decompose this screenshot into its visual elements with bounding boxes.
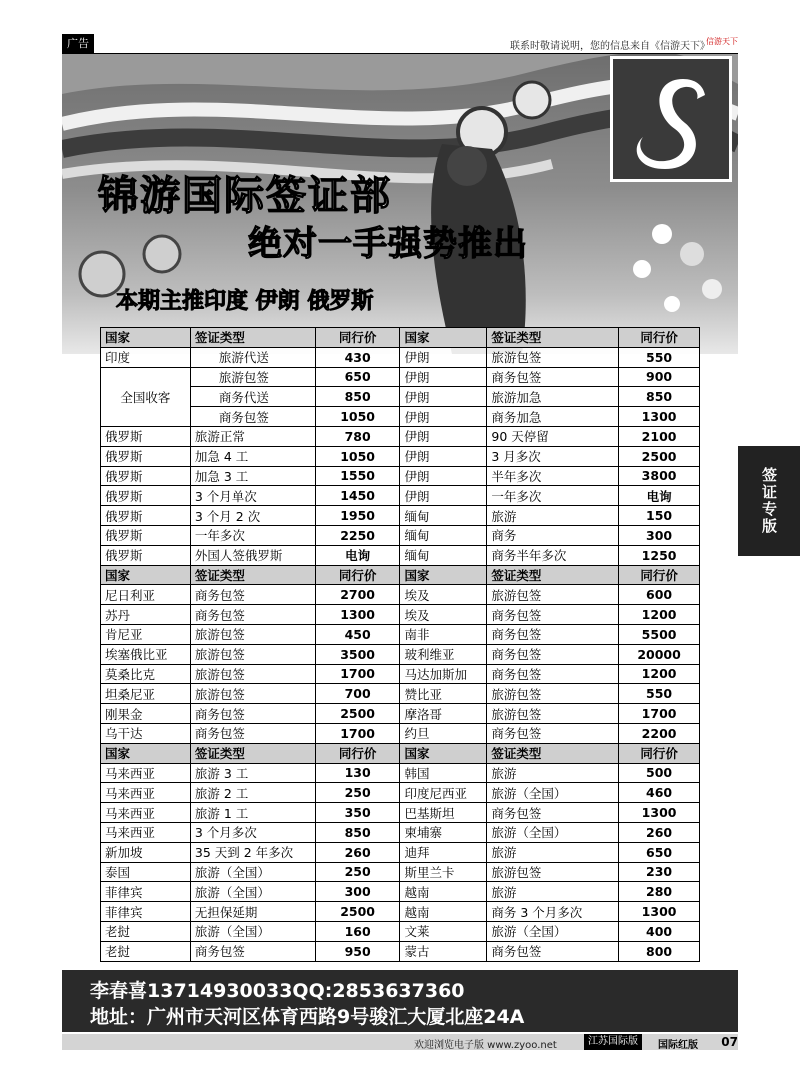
country-cell: 缅甸 <box>400 506 487 526</box>
agency-title: 锦游国际签证部 <box>98 173 392 219</box>
visa-type-cell: 3 个月单次 <box>190 486 315 506</box>
visa-type-cell: 旅游（全国） <box>487 822 619 842</box>
price-cell: 1200 <box>619 605 700 625</box>
visa-type-cell: 旅游 <box>487 882 619 902</box>
visa-type-cell: 3 个月多次 <box>190 822 315 842</box>
price-cell: 1050 <box>315 407 400 427</box>
header-price: 同行价 <box>315 743 400 763</box>
price-cell: 150 <box>619 506 700 526</box>
price-cell: 430 <box>315 347 400 367</box>
price-cell: 2200 <box>619 723 700 743</box>
table-row <box>101 803 700 823</box>
footer-site: 欢迎浏览电子版 www.zyoo.net <box>414 1040 557 1051</box>
section-tab: 签证专版 <box>738 446 800 556</box>
visa-type-cell: 旅游加急 <box>487 387 619 407</box>
price-cell: 1450 <box>315 486 400 506</box>
price-cell: 1300 <box>619 407 700 427</box>
visa-type-cell: 商务包签 <box>487 803 619 823</box>
top-bar <box>62 32 738 54</box>
country-cell: 伊朗 <box>400 446 487 466</box>
table-row <box>101 921 700 941</box>
header-visa-type: 签证类型 <box>190 743 315 763</box>
price-cell: 230 <box>619 862 700 882</box>
table-row <box>101 407 700 427</box>
country-cell: 摩洛哥 <box>400 704 487 724</box>
table-row <box>101 684 700 704</box>
visa-type-cell: 旅游 <box>487 506 619 526</box>
price-cell: 850 <box>619 387 700 407</box>
country-cell: 乌干达 <box>101 723 191 743</box>
visa-type-cell: 旅游代送 <box>190 347 315 367</box>
price-cell: 850 <box>315 387 400 407</box>
table-header-row <box>101 565 700 585</box>
country-cell: 缅甸 <box>400 525 487 545</box>
country-cell: 伊朗 <box>400 426 487 446</box>
price-cell: 1700 <box>315 723 400 743</box>
price-cell: 780 <box>315 426 400 446</box>
header-visa-type: 签证类型 <box>487 565 619 585</box>
table-row <box>101 822 700 842</box>
visa-type-cell: 旅游 2 工 <box>190 783 315 803</box>
source-note: 联系时敬请说明，您的信息来自《信游天下》 <box>510 41 710 52</box>
country-cell: 伊朗 <box>400 407 487 427</box>
visa-type-cell: 商务包签 <box>190 407 315 427</box>
visa-type-cell: 旅游（全国） <box>487 783 619 803</box>
table-row <box>101 506 700 526</box>
table-row <box>101 624 700 644</box>
visa-type-cell: 商务包签 <box>487 605 619 625</box>
visa-type-cell: 加急 4 工 <box>190 446 315 466</box>
country-cell: 赞比亚 <box>400 684 487 704</box>
country-cell: 伊朗 <box>400 367 487 387</box>
country-cell: 埃及 <box>400 605 487 625</box>
country-cell: 肯尼亚 <box>101 624 191 644</box>
visa-type-cell: 旅游包签 <box>190 624 315 644</box>
price-cell: 3800 <box>619 466 700 486</box>
price-cell: 5500 <box>619 624 700 644</box>
price-cell: 800 <box>619 941 700 961</box>
price-cell: 2500 <box>315 902 400 922</box>
visa-type-cell: 商务包签 <box>190 704 315 724</box>
country-cell: 马来西亚 <box>101 822 191 842</box>
price-cell: 130 <box>315 763 400 783</box>
country-cell: 俄罗斯 <box>101 506 191 526</box>
visa-type-cell: 商务包签 <box>190 723 315 743</box>
price-cell: 1300 <box>619 803 700 823</box>
table-row <box>101 466 700 486</box>
visa-type-cell: 商务包签 <box>190 605 315 625</box>
country-cell: 伊朗 <box>400 466 487 486</box>
header-price: 同行价 <box>315 328 400 348</box>
price-cell: 260 <box>619 822 700 842</box>
country-cell: 俄罗斯 <box>101 466 191 486</box>
header-country: 国家 <box>101 565 191 585</box>
table-row <box>101 862 700 882</box>
header-country: 国家 <box>400 565 487 585</box>
footer-bar <box>62 1034 738 1050</box>
price-cell: 2100 <box>619 426 700 446</box>
header-country: 国家 <box>101 328 191 348</box>
contact-phone: 李春喜13714930033QQ:2853637360 <box>90 980 465 1002</box>
price-cell: 1700 <box>619 704 700 724</box>
country-cell: 缅甸 <box>400 545 487 565</box>
price-cell: 460 <box>619 783 700 803</box>
visa-type-cell: 90 天停留 <box>487 426 619 446</box>
price-cell: 700 <box>315 684 400 704</box>
country-cell: 蒙古 <box>400 941 487 961</box>
header-price: 同行价 <box>619 565 700 585</box>
visa-type-cell: 旅游包签 <box>487 347 619 367</box>
country-cell: 马达加斯加 <box>400 664 487 684</box>
header-price: 同行价 <box>619 328 700 348</box>
visa-type-cell: 旅游（全国） <box>190 921 315 941</box>
visa-type-cell: 旅游（全国） <box>190 862 315 882</box>
country-cell: 迪拜 <box>400 842 487 862</box>
header-visa-type: 签证类型 <box>190 328 315 348</box>
table-row <box>101 426 700 446</box>
visa-type-cell: 一年多次 <box>190 525 315 545</box>
table-row <box>101 446 700 466</box>
visa-type-cell: 商务包签 <box>487 644 619 664</box>
country-cell: 巴基斯坦 <box>400 803 487 823</box>
price-cell: 350 <box>315 803 400 823</box>
agency-subtitle: 绝对一手强势推出 <box>248 224 528 264</box>
price-cell: 400 <box>619 921 700 941</box>
table-row <box>101 387 700 407</box>
visa-type-cell: 商务包签 <box>487 941 619 961</box>
visa-type-cell: 商务 3 个月多次 <box>487 902 619 922</box>
visa-type-cell: 商务包签 <box>190 941 315 961</box>
table-row <box>101 347 700 367</box>
table-header-row <box>101 743 700 763</box>
contact-address: 地址：广州市天河区体育西路9号骏汇大厦北座24A <box>90 1006 525 1028</box>
table-row <box>101 367 700 387</box>
country-cell: 苏丹 <box>101 605 191 625</box>
price-cell: 2500 <box>315 704 400 724</box>
table-row <box>101 664 700 684</box>
visa-type-cell: 商务代送 <box>190 387 315 407</box>
country-cell: 马来西亚 <box>101 783 191 803</box>
ad-tag: 广告 <box>62 34 94 54</box>
price-cell: 600 <box>619 585 700 605</box>
country-cell: 刚果金 <box>101 704 191 724</box>
visa-type-cell: 商务包签 <box>487 367 619 387</box>
table-row <box>101 585 700 605</box>
visa-type-cell: 旅游包签 <box>190 644 315 664</box>
country-cell: 伊朗 <box>400 347 487 367</box>
country-cell: 菲律宾 <box>101 902 191 922</box>
country-cell: 伊朗 <box>400 387 487 407</box>
table-row <box>101 486 700 506</box>
price-cell: 1250 <box>619 545 700 565</box>
publication-logo: 信游天下 <box>706 37 738 46</box>
price-cell: 1200 <box>619 664 700 684</box>
country-cell: 南非 <box>400 624 487 644</box>
visa-type-cell: 旅游（全国） <box>190 882 315 902</box>
country-cell: 伊朗 <box>400 486 487 506</box>
table-row <box>101 783 700 803</box>
price-cell: 950 <box>315 941 400 961</box>
price-cell: 电询 <box>315 545 400 565</box>
header-country: 国家 <box>400 328 487 348</box>
visa-type-cell: 商务包签 <box>487 624 619 644</box>
country-cell: 柬埔寨 <box>400 822 487 842</box>
price-cell: 1050 <box>315 446 400 466</box>
price-cell: 20000 <box>619 644 700 664</box>
header-visa-type: 签证类型 <box>487 328 619 348</box>
table-header-row <box>101 328 700 348</box>
header-price: 同行价 <box>315 565 400 585</box>
price-cell: 280 <box>619 882 700 902</box>
visa-type-cell: 无担保延期 <box>190 902 315 922</box>
country-cell: 泰国 <box>101 862 191 882</box>
header-country: 国家 <box>101 743 191 763</box>
table-row <box>101 525 700 545</box>
country-cell: 菲律宾 <box>101 882 191 902</box>
footer-edition: 江苏国际版 <box>584 1034 642 1050</box>
visa-type-cell: 旅游 <box>487 842 619 862</box>
table-row <box>101 545 700 565</box>
visa-type-cell: 旅游 1 工 <box>190 803 315 823</box>
visa-type-cell: 商务包签 <box>487 664 619 684</box>
price-cell: 1700 <box>315 664 400 684</box>
header-country: 国家 <box>400 743 487 763</box>
price-cell: 电询 <box>619 486 700 506</box>
country-cell: 印度 <box>101 347 191 367</box>
visa-type-cell: 旅游包签 <box>487 704 619 724</box>
country-cell: 新加坡 <box>101 842 191 862</box>
visa-type-cell: 旅游包签 <box>487 862 619 882</box>
visa-type-cell: 旅游包签 <box>190 367 315 387</box>
price-cell: 1300 <box>315 605 400 625</box>
footer-issue: 国际红版 <box>658 1040 698 1051</box>
price-cell: 550 <box>619 347 700 367</box>
visa-type-cell: 旅游 3 工 <box>190 763 315 783</box>
visa-type-cell: 商务半年多次 <box>487 545 619 565</box>
visa-type-cell: 旅游包签 <box>190 664 315 684</box>
header-visa-type: 签证类型 <box>190 565 315 585</box>
visa-type-cell: 旅游包签 <box>487 585 619 605</box>
country-cell: 老挝 <box>101 941 191 961</box>
visa-type-cell: 旅游 <box>487 763 619 783</box>
price-cell: 550 <box>619 684 700 704</box>
contact-box <box>62 970 738 1032</box>
table-row <box>101 902 700 922</box>
visa-type-cell: 商务包签 <box>487 723 619 743</box>
price-cell: 1300 <box>619 902 700 922</box>
price-cell: 300 <box>619 525 700 545</box>
country-cell: 马来西亚 <box>101 763 191 783</box>
visa-type-cell: 35 天到 2 年多次 <box>190 842 315 862</box>
country-cell: 莫桑比克 <box>101 664 191 684</box>
country-cell: 全国收客 <box>101 367 191 426</box>
page-number: 07 <box>721 1035 738 1049</box>
price-cell: 2500 <box>619 446 700 466</box>
swan-logo-icon <box>610 56 732 182</box>
country-cell: 韩国 <box>400 763 487 783</box>
country-cell: 玻利维亚 <box>400 644 487 664</box>
country-cell: 马来西亚 <box>101 803 191 823</box>
country-cell: 埃及 <box>400 585 487 605</box>
price-cell: 3500 <box>315 644 400 664</box>
price-cell: 1950 <box>315 506 400 526</box>
price-cell: 250 <box>315 862 400 882</box>
featured-headline: 本期主推印度 伊朗 俄罗斯 <box>116 289 374 314</box>
visa-type-cell: 旅游包签 <box>190 684 315 704</box>
country-cell: 越南 <box>400 902 487 922</box>
visa-price-table <box>100 327 700 962</box>
country-cell: 俄罗斯 <box>101 446 191 466</box>
price-cell: 500 <box>619 763 700 783</box>
price-cell: 250 <box>315 783 400 803</box>
country-cell: 俄罗斯 <box>101 426 191 446</box>
country-cell: 越南 <box>400 882 487 902</box>
price-cell: 650 <box>619 842 700 862</box>
price-cell: 2250 <box>315 525 400 545</box>
visa-type-cell: 旅游包签 <box>487 684 619 704</box>
visa-type-cell: 商务加急 <box>487 407 619 427</box>
table-row <box>101 763 700 783</box>
price-cell: 300 <box>315 882 400 902</box>
country-cell: 俄罗斯 <box>101 545 191 565</box>
price-cell: 1550 <box>315 466 400 486</box>
country-cell: 尼日利亚 <box>101 585 191 605</box>
table-row <box>101 882 700 902</box>
header-visa-type: 签证类型 <box>487 743 619 763</box>
country-cell: 印度尼西亚 <box>400 783 487 803</box>
visa-type-cell: 半年多次 <box>487 466 619 486</box>
country-cell: 俄罗斯 <box>101 486 191 506</box>
visa-type-cell: 外国人签俄罗斯 <box>190 545 315 565</box>
visa-type-cell: 加急 3 工 <box>190 466 315 486</box>
table-row <box>101 723 700 743</box>
price-cell: 650 <box>315 367 400 387</box>
table-row <box>101 842 700 862</box>
country-cell: 约旦 <box>400 723 487 743</box>
country-cell: 老挝 <box>101 921 191 941</box>
price-cell: 850 <box>315 822 400 842</box>
price-cell: 160 <box>315 921 400 941</box>
country-cell: 埃塞俄比亚 <box>101 644 191 664</box>
price-cell: 260 <box>315 842 400 862</box>
country-cell: 斯里兰卡 <box>400 862 487 882</box>
visa-type-cell: 商务 <box>487 525 619 545</box>
country-cell: 文莱 <box>400 921 487 941</box>
price-cell: 900 <box>619 367 700 387</box>
visa-type-cell: 旅游（全国） <box>487 921 619 941</box>
price-cell: 450 <box>315 624 400 644</box>
visa-type-cell: 一年多次 <box>487 486 619 506</box>
hero-banner <box>62 54 738 354</box>
visa-type-cell: 3 个月 2 次 <box>190 506 315 526</box>
header-price: 同行价 <box>619 743 700 763</box>
visa-type-cell: 旅游正常 <box>190 426 315 446</box>
country-cell: 坦桑尼亚 <box>101 684 191 704</box>
country-cell: 俄罗斯 <box>101 525 191 545</box>
table-row <box>101 644 700 664</box>
visa-type-cell: 商务包签 <box>190 585 315 605</box>
visa-type-cell: 3 月多次 <box>487 446 619 466</box>
table-row <box>101 605 700 625</box>
table-row <box>101 704 700 724</box>
price-cell: 2700 <box>315 585 400 605</box>
table-row <box>101 941 700 961</box>
